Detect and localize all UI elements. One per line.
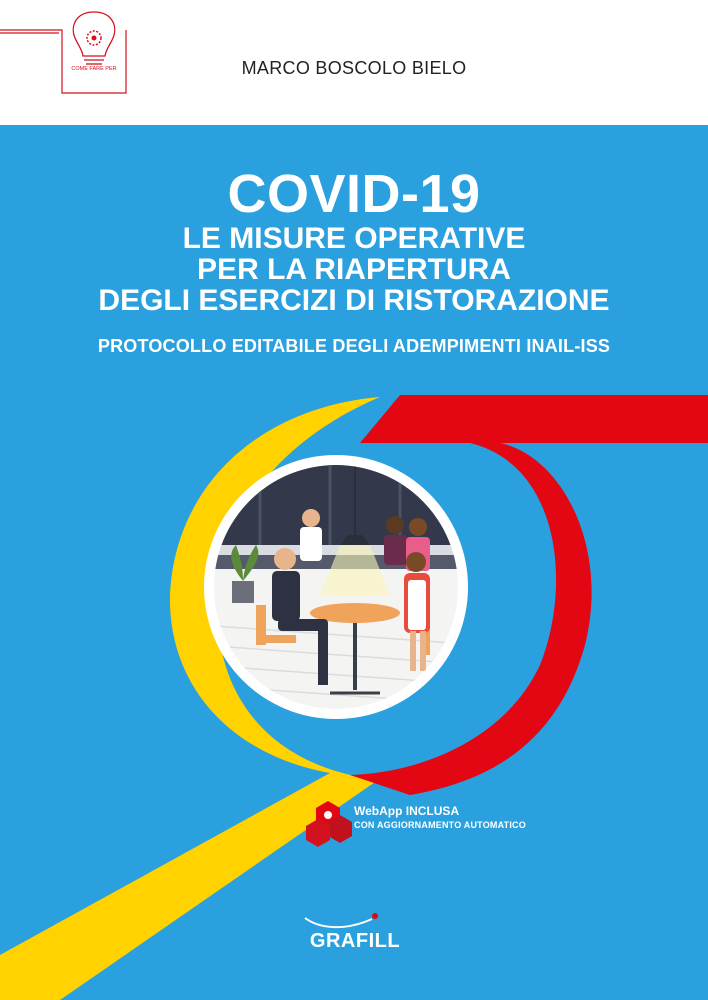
webapp-label: WebApp INCLUSA [354,804,460,818]
publisher-name: GRAFILL [309,930,401,952]
webapp-update-label: CON AGGIORNAMENTO AUTOMATICO [354,820,526,830]
title-block [0,165,708,357]
subtitle-line-3: DEGLI ESERCIZI DI RISTORAZIONE [98,284,610,317]
lightbulb-icon [73,12,114,56]
publisher-logo [300,905,410,955]
logo-text: COME FARE PER [71,66,117,72]
tagline: PROTOCOLLO EDITABILE DEGLI ADEMPIMENTI INAIL-ISS [97,336,611,356]
header-band [0,0,708,125]
webapp-badge [318,801,578,837]
author-name: MARCO BOSCOLO BIELO [241,58,467,78]
cover-area [0,125,708,1000]
subtitle-line-2: PER LA RIAPERTURA [197,253,511,286]
series-logo [0,0,140,100]
red-swoosh [360,395,708,443]
subtitle-line-1: LE MISURE OPERATIVE [182,222,526,255]
main-title: COVID-19 [227,164,481,224]
